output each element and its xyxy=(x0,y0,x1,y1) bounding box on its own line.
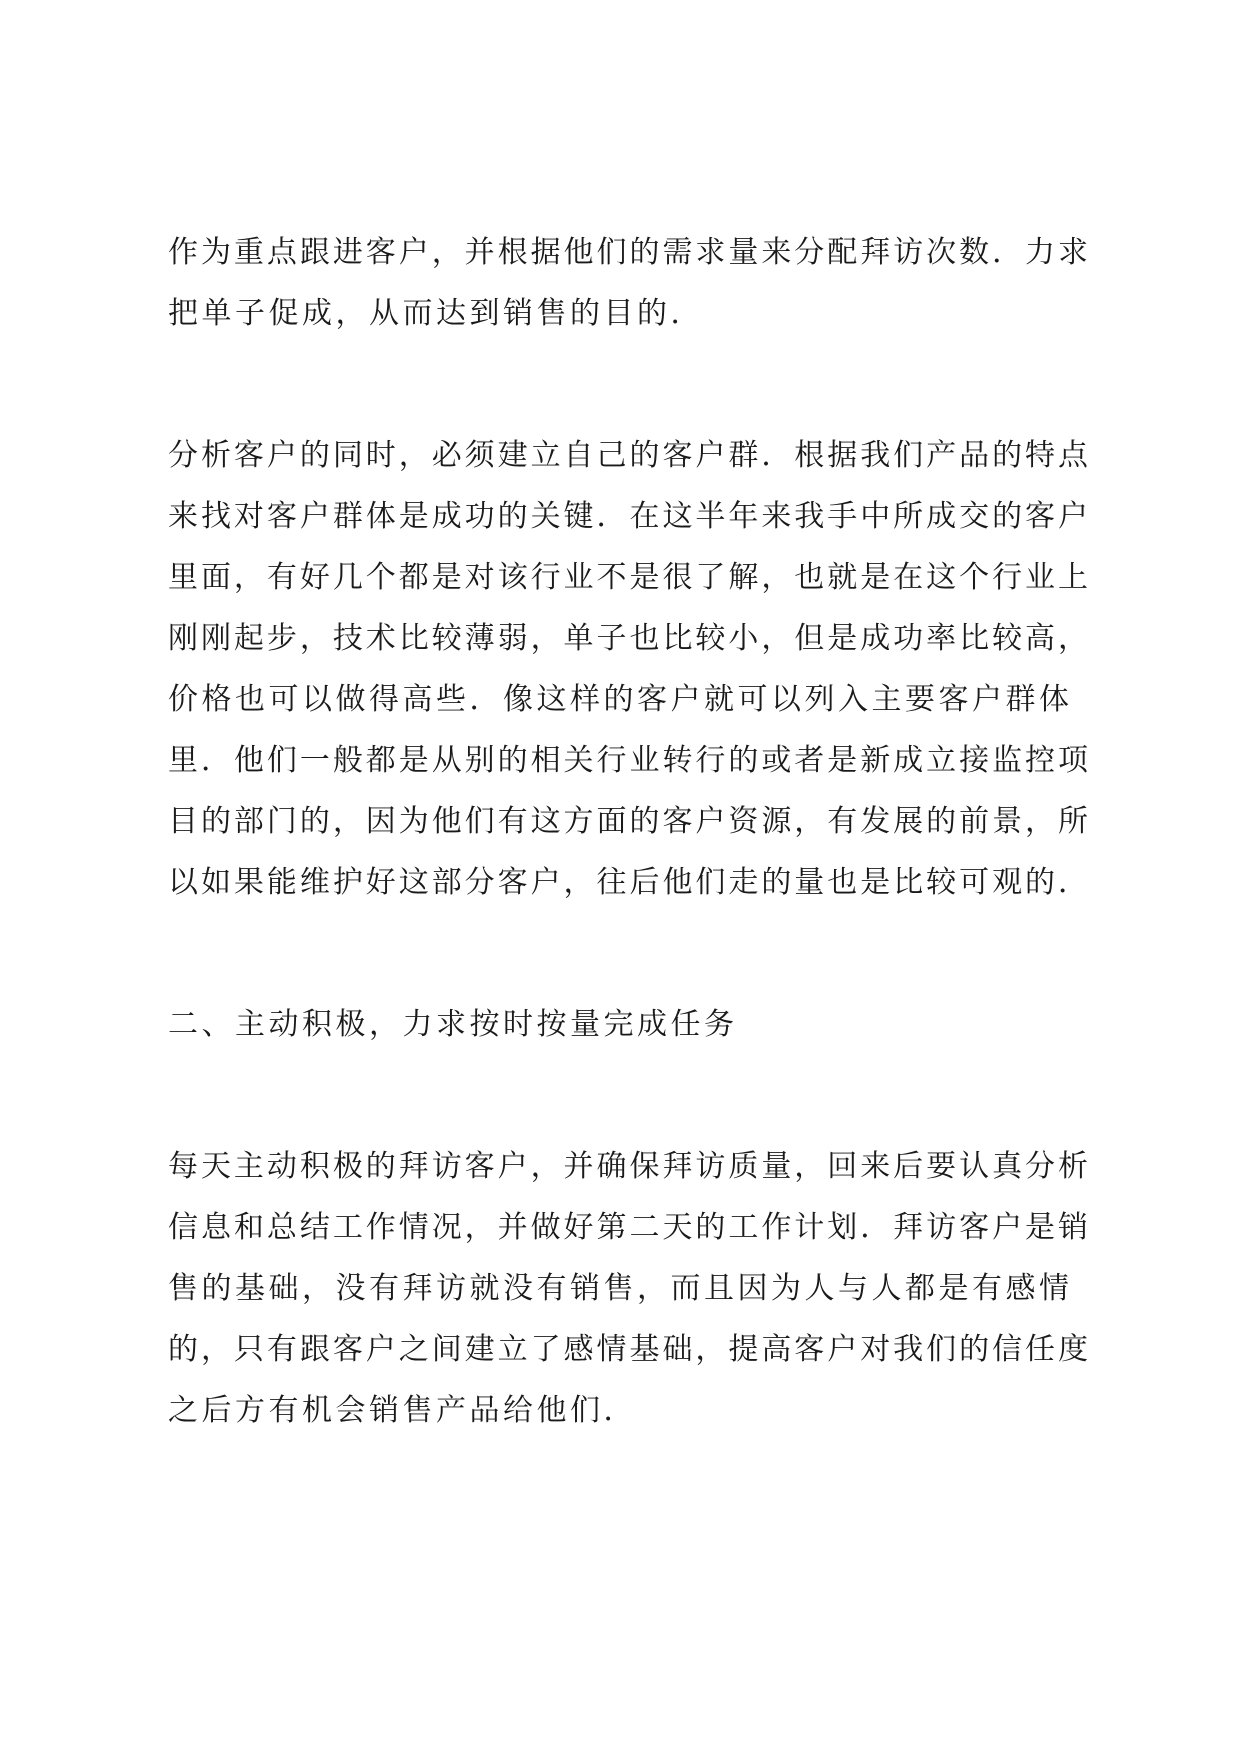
paragraph-2-line-7: 目的部门的，因为他们有这方面的客户资源，有发展的前景，所 xyxy=(168,804,1088,839)
paragraph-4-line-4: 的，只有跟客户之间建立了感情基础，提高客户对我们的信任度 xyxy=(168,1332,1088,1367)
paragraph-4-line-2: 信息和总结工作情况，并做好第二天的工作计划．拜访客户是销 xyxy=(168,1210,1088,1245)
paragraph-2-line-5: 价格也可以做得高些．像这样的客户就可以列入主要客户群体 xyxy=(168,682,1073,717)
paragraph-4-line-3: 售的基础，没有拜访就没有销售，而且因为人与人都是有感情 xyxy=(168,1271,1073,1306)
paragraph-2-line-6: 里．他们一般都是从别的相关行业转行的或者是新成立接监控项 xyxy=(168,743,1088,778)
paragraph-2-line-3: 里面，有好几个都是对该行业不是很了解，也就是在这个行业上 xyxy=(168,560,1088,595)
paragraph-2-line-2: 来找对客户群体是成功的关键．在这半年来我手中所成交的客户 xyxy=(168,499,1088,534)
paragraph-2-line-8: 以如果能维护好这部分客户，往后他们走的量也是比较可观的． xyxy=(168,865,1088,900)
paragraph-2-line-1: 分析客户的同时，必须建立自己的客户群．根据我们产品的特点 xyxy=(168,438,1088,473)
paragraph-1-line-1: 作为重点跟进客户，并根据他们的需求量来分配拜访次数．力求 xyxy=(168,235,1088,270)
paragraph-1-line-2: 把单子促成，从而达到销售的目的． xyxy=(168,296,704,331)
paragraph-4-line-1: 每天主动积极的拜访客户，并确保拜访质量，回来后要认真分析 xyxy=(168,1149,1088,1184)
paragraph-4-line-5: 之后方有机会销售产品给他们． xyxy=(168,1393,637,1428)
section-heading: 二、主动积极，力求按时按量完成任务 xyxy=(168,1007,738,1042)
paragraph-2-line-4: 刚刚起步，技术比较薄弱，单子也比较小，但是成功率比较高， xyxy=(168,621,1088,656)
